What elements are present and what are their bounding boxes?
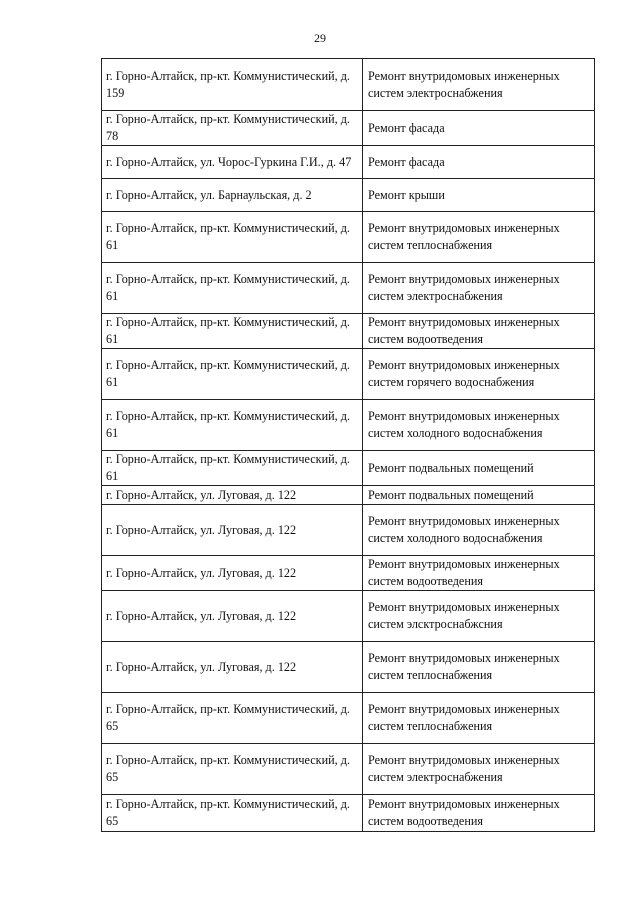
work-type-cell: Ремонт подвальных помещений [363, 451, 595, 486]
address-cell: г. Горно-Алтайск, пр-кт. Коммунистический, д. 61 [102, 212, 363, 263]
work-type-cell: Ремонт внутридомовых инженерных систем водоотведения [363, 795, 595, 832]
address-cell: г. Горно-Алтайск, пр-кт. Коммунистический, д. 61 [102, 314, 363, 349]
page-number: 29 [314, 31, 326, 45]
table-row [102, 263, 595, 314]
table-row [102, 693, 595, 744]
table-row [102, 179, 595, 212]
table-row [102, 591, 595, 642]
address-cell: г. Горно-Алтайск, пр-кт. Коммунистический, д. 65 [102, 795, 363, 832]
work-type-cell: Ремонт внутридомовых инженерных систем теплоснабжения [363, 212, 595, 263]
table-row [102, 146, 595, 179]
address-cell: г. Горно-Алтайск, пр-кт. Коммунистический, д. 61 [102, 349, 363, 400]
work-type-cell: Ремонт внутридомовых инженерных систем холодного водоснабжения [363, 400, 595, 451]
work-type-cell: Ремонт внутридомовых инженерных систем электроснабжения [363, 59, 595, 111]
repair-table-container [101, 58, 594, 832]
address-cell: г. Горно-Алтайск, пр-кт. Коммунистический, д. 65 [102, 744, 363, 795]
work-type-cell: Ремонт внутридомовых инженерных систем электроснабжения [363, 263, 595, 314]
table-row [102, 451, 595, 486]
table-row [102, 400, 595, 451]
work-type-cell: Ремонт фасада [363, 111, 595, 146]
address-cell: г. Горно-Алтайск, пр-кт. Коммунистический, д. 61 [102, 451, 363, 486]
work-type-cell: Ремонт подвальных помещений [363, 486, 595, 505]
table-row [102, 642, 595, 693]
work-type-cell: Ремонт внутридомовых инженерных систем водоотведения [363, 314, 595, 349]
address-cell: г. Горно-Алтайск, ул. Луговая, д. 122 [102, 505, 363, 556]
work-type-cell: Ремонт внутридомовых инженерных систем горячего водоснабжения [363, 349, 595, 400]
address-cell: г. Горно-Алтайск, пр-кт. Коммунистический, д. 65 [102, 693, 363, 744]
work-type-cell: Ремонт внутридомовых инженерных систем водоотведения [363, 556, 595, 591]
work-type-cell: Ремонт фасада [363, 146, 595, 179]
address-cell: г. Горно-Алтайск, ул. Луговая, д. 122 [102, 486, 363, 505]
work-type-cell: Ремонт внутридомовых инженерных систем элсктроснабжсния [363, 591, 595, 642]
table-row [102, 744, 595, 795]
work-type-cell: Ремонт внутридомовых инженерных систем холодного водоснабжения [363, 505, 595, 556]
table-row [102, 212, 595, 263]
table-row [102, 795, 595, 832]
work-type-cell: Ремонт внутридомовых инженерных систем электроснабжения [363, 744, 595, 795]
address-cell: г. Горно-Алтайск, ул. Луговая, д. 122 [102, 642, 363, 693]
table-row [102, 314, 595, 349]
table-row [102, 486, 595, 505]
table-row [102, 505, 595, 556]
address-cell: г. Горно-Алтайск, ул. Луговая, д. 122 [102, 591, 363, 642]
repair-table [101, 58, 595, 832]
address-cell: г. Горно-Алтайск, ул. Барнаульская, д. 2 [102, 179, 363, 212]
address-cell: г. Горно-Алтайск, пр-кт. Коммунистический, д. 159 [102, 59, 363, 111]
table-row [102, 59, 595, 111]
table-row [102, 349, 595, 400]
table-row [102, 556, 595, 591]
work-type-cell: Ремонт внутридомовых инженерных систем теплоснабжения [363, 693, 595, 744]
address-cell: г. Горно-Алтайск, пр-кт. Коммунистический, д. 78 [102, 111, 363, 146]
address-cell: г. Горно-Алтайск, пр-кт. Коммунистический, д. 61 [102, 263, 363, 314]
table-row [102, 111, 595, 146]
address-cell: г. Горно-Алтайск, пр-кт. Коммунистический, д. 61 [102, 400, 363, 451]
repair-table-body [102, 59, 595, 832]
address-cell: г. Горно-Алтайск, ул. Чорос-Гуркина Г.И., д. 47 [102, 146, 363, 179]
work-type-cell: Ремонт внутридомовых инженерных систем теплоснабжения [363, 642, 595, 693]
address-cell: г. Горно-Алтайск, ул. Луговая, д. 122 [102, 556, 363, 591]
work-type-cell: Ремонт крыши [363, 179, 595, 212]
